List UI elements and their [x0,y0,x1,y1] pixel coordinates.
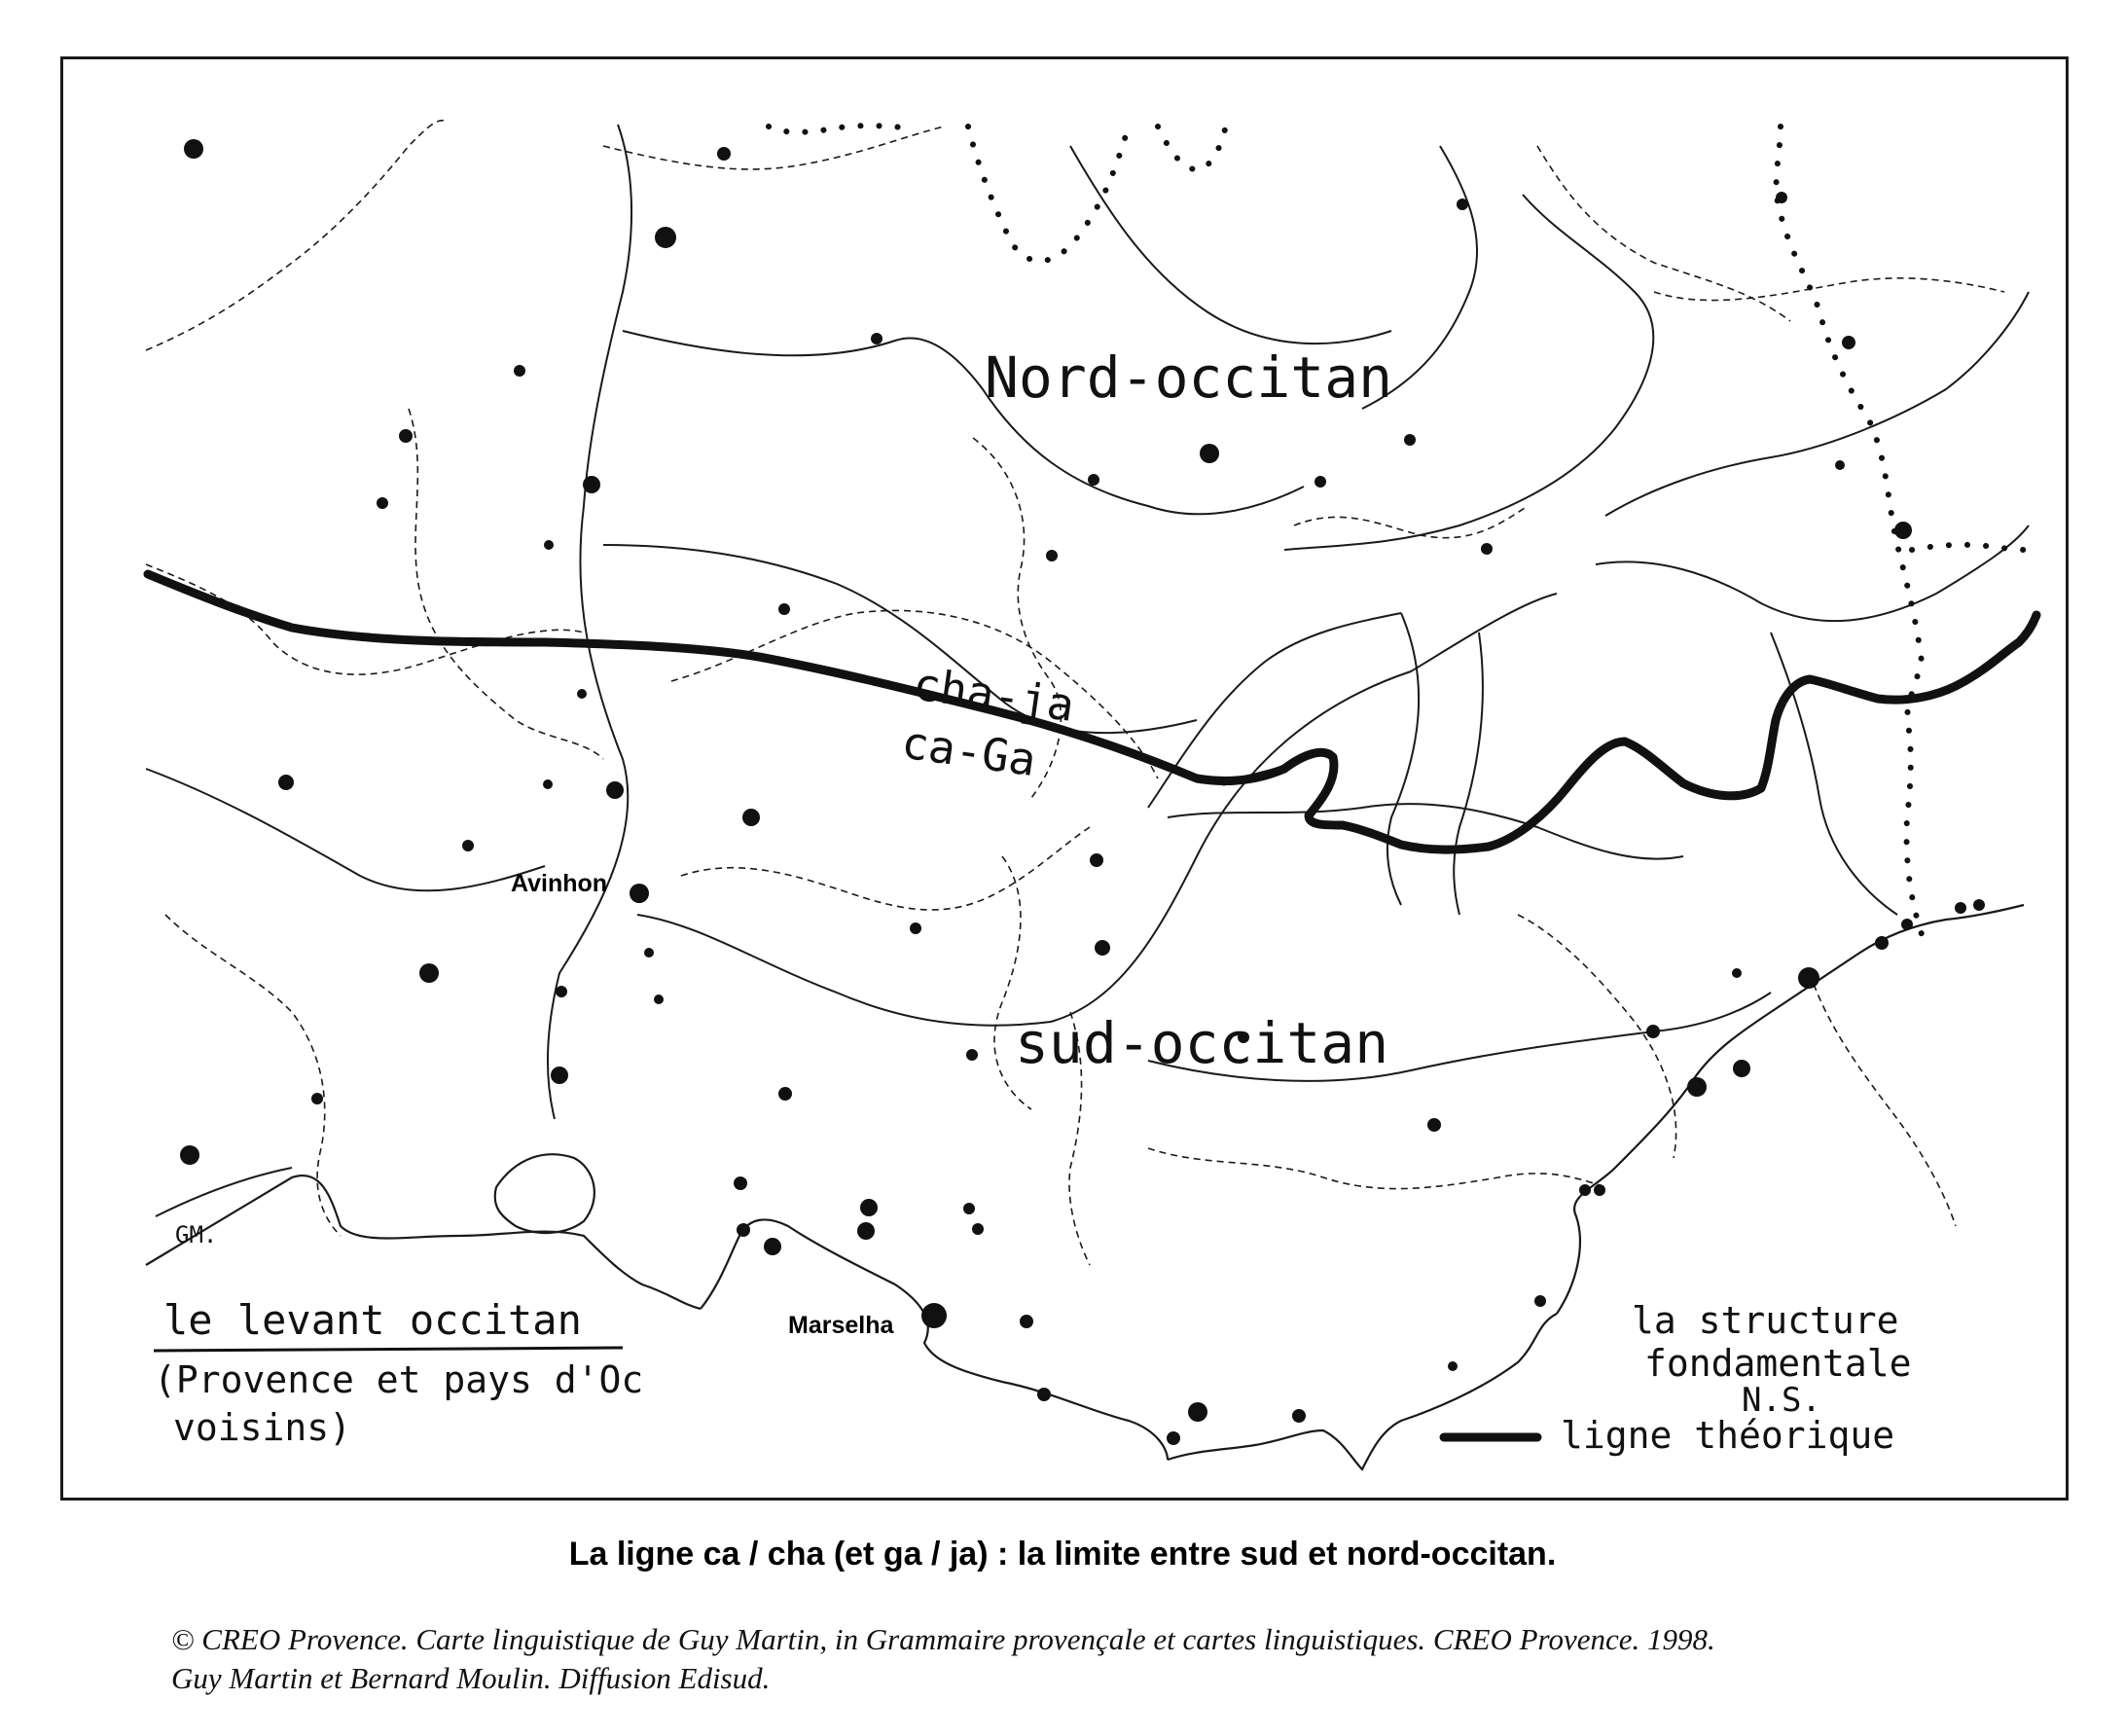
town-dot [1020,1315,1033,1328]
river-east-2 [1605,292,2029,516]
town-dot [551,1067,568,1084]
town-dot [1687,1077,1707,1097]
town-dot [1090,853,1103,867]
town-dot [1798,967,1819,989]
town-dot [1733,1060,1750,1077]
town-dot [1579,1184,1591,1196]
town-dot [577,689,587,699]
credits-line-2: Guy Martin et Bernard Moulin. Diffusion Edisud. [171,1661,771,1695]
river-small-3 [1454,633,1483,915]
town-dot [1955,902,1966,914]
border-10 [1148,1148,1605,1189]
town-dot [910,922,921,934]
town-dot [1534,1295,1546,1307]
town-dot [278,775,294,790]
town-dot [419,963,439,983]
town-dot [860,1199,878,1216]
town-dot [1842,336,1855,349]
border-15 [1810,973,1956,1226]
town-dot [778,1087,792,1101]
author-initials: GM. [175,1221,218,1248]
town-dot [1046,550,1058,561]
dotted-border-north-2 [968,127,1129,261]
town-dot [966,1049,978,1061]
town-dot [742,809,760,826]
dotted-border-italy [1912,545,2034,551]
town-dot [1088,474,1099,486]
isogloss-ca-cha-line [148,574,2036,850]
legend-title-line3: N.S. [1742,1381,1821,1420]
region-subtitle-line2: voisins) [173,1406,352,1449]
town-dot [857,1222,875,1240]
town-dot [1646,1025,1660,1038]
border-6 [681,827,1090,910]
isogloss-upper-label: cha-ja [910,657,1078,733]
legend-title-line1: la structure [1632,1299,1899,1342]
town-dot [737,1223,750,1237]
isogloss-lower-label: ca-Ga [898,715,1040,787]
region-subtitle-line1: (Provence et pays d'Oc [154,1358,644,1401]
river-var [1771,633,1897,915]
coast-marseille [701,1219,1168,1460]
dotted-border-north-3 [1158,127,1226,170]
town-dot [462,840,474,851]
town-dot [544,540,554,550]
town-dot [1594,1184,1605,1196]
town-dot [1095,940,1110,956]
town-dot [1292,1409,1306,1423]
town-dot [1037,1388,1051,1401]
zone-north-label: Nord-occitan [985,344,1393,411]
town-dot [1200,444,1219,463]
credits-line-1: © CREO Provence. Carte linguistique de Guy Martin, in Grammaire provençale et cartes linguistiques. CREO Provence. 1998. [171,1622,1715,1656]
town-dot [1732,968,1742,978]
town-dot [1315,476,1326,488]
town-dot [606,781,624,799]
town-dot [963,1203,975,1214]
city-label-avignon: Avinhon [511,870,608,897]
region-title-underline [154,1348,623,1351]
city-label-marseille: Marselha [788,1312,894,1339]
border-16 [603,127,944,169]
town-dot [644,948,654,958]
legend [1444,1299,1912,1457]
town-dot-avignon [630,886,648,903]
town-dot [1404,434,1416,446]
town-dot [1894,522,1912,539]
town-dot [556,986,567,997]
legend-title-line2: fondamentale [1644,1342,1912,1385]
town-dot [184,139,203,159]
town-dot [717,147,731,161]
border-2 [146,564,584,674]
town-dot [1973,899,1985,911]
town-dot [655,227,676,248]
coast-toulon [1168,1314,1557,1469]
figure-caption: La ligne ca / cha (et ga / ja) : la limite entre sud et nord-occitan. [568,1536,1557,1573]
dotted-border-north-1 [769,126,910,132]
town-dot [1448,1361,1458,1371]
town-dot [1776,192,1787,203]
town-dot [1481,543,1493,555]
town-dot [514,365,525,377]
town-dot [1188,1402,1207,1422]
town-dot [1457,199,1468,210]
town-dot [180,1145,199,1165]
border-14 [1654,278,2004,301]
town-dot [1167,1431,1180,1445]
border-4 [165,915,341,1236]
town-dot-marseille [921,1303,947,1328]
zone-south-label: sud-occitan [1015,1010,1389,1076]
town-dot [543,779,553,789]
coast-etang [495,1154,594,1233]
town-dot [1875,936,1889,950]
town-dot [972,1223,984,1235]
border-13 [1294,506,1528,538]
town-dot [1427,1118,1441,1132]
town-dot [1901,919,1913,930]
river-small-2 [1387,613,1419,905]
town-dot [377,497,388,509]
coast-east [1557,905,2024,1314]
town-dot [734,1176,747,1190]
town-dot [778,603,790,615]
border-12 [1537,146,1790,321]
figure-credits [171,1620,2078,1698]
town-dot [654,995,664,1004]
river-west-2 [156,1168,292,1216]
town-dot [311,1093,323,1104]
river-north-1 [1070,146,1391,344]
river-west-1 [146,769,545,890]
river-rhone [548,125,631,1119]
region-title: le levant occitan [163,1296,582,1344]
river-drome [603,545,1197,733]
river-east-3 [1596,525,2029,621]
town-dot [583,476,600,493]
coast-west [146,1175,701,1309]
border-3 [409,409,603,759]
town-dot [764,1238,781,1255]
legend-line-label: ligne théorique [1561,1414,1895,1457]
town-dot [399,429,413,443]
town-dot [1835,460,1845,470]
town-dot [871,333,882,344]
